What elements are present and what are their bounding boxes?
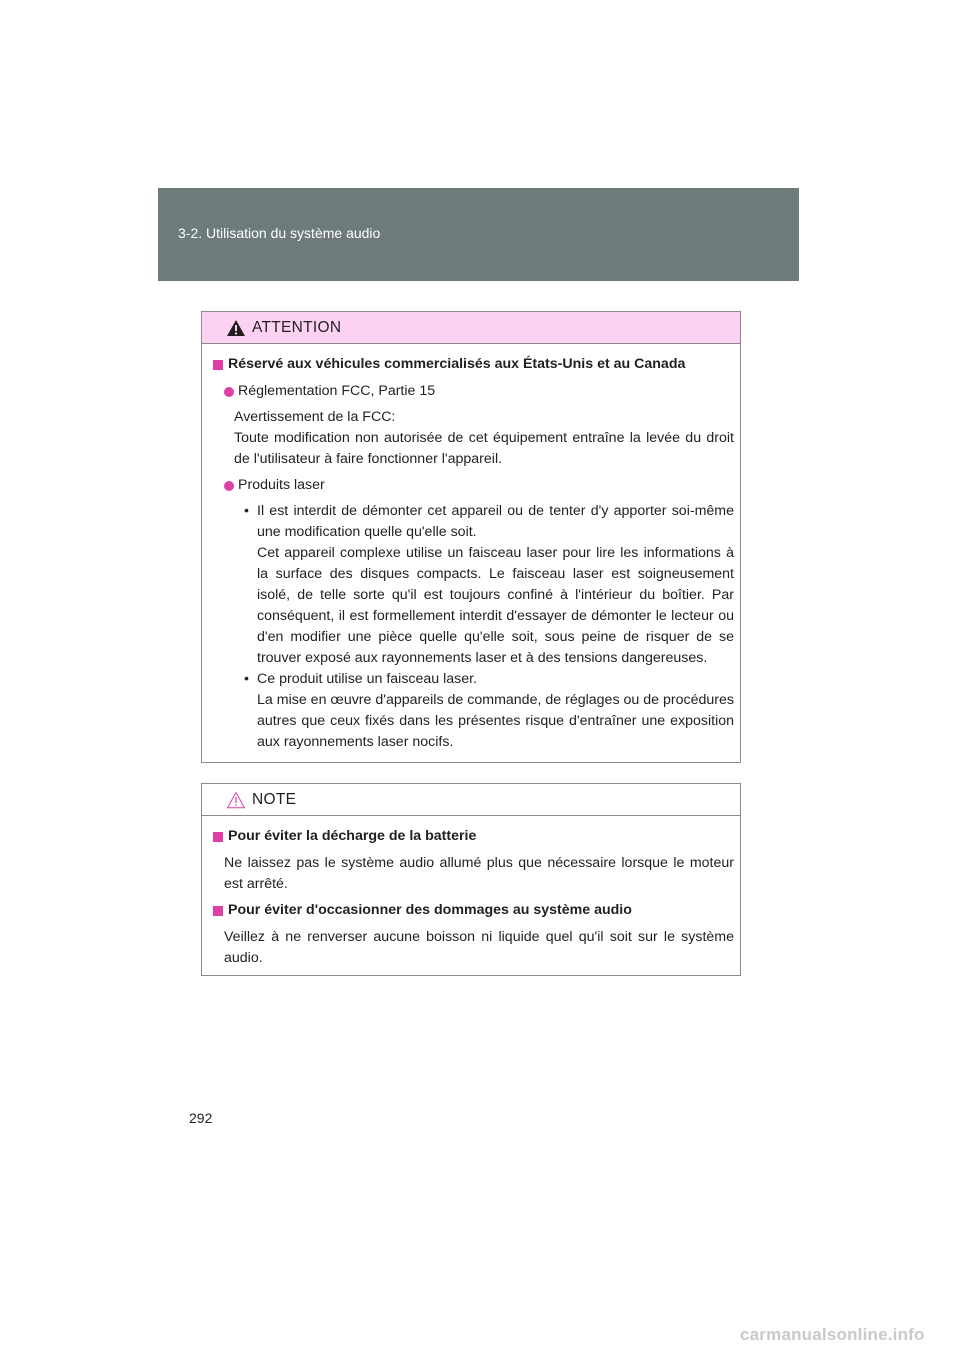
note-text-battery: Ne laissez pas le système audio allumé plus que nécessaire lorsque le moteur est arrêté. <box>224 855 734 892</box>
section-title: 3-2. Utilisation du système audio <box>178 225 381 241</box>
note-box <box>201 783 741 976</box>
watermark: carmanualsonline.info <box>740 1325 925 1344</box>
bullet-fcc: Réglementation FCC, Partie 15 <box>224 381 734 402</box>
square-bullet-icon <box>213 832 223 842</box>
header-band <box>158 188 799 281</box>
list-item: • Il est interdit de démonter cet appareil ou de tenter d'y apporter soi-même une modification quelle qu'elle soit. Cet appareil complexe utilise un faisceau laser pour lire les informations à la surface des disques compacts. Le faisceau laser est soigneusement isolé, de telle sorte qu'il est toujours confiné à l'intérieur du boîtier. Par conséquent, il est formellement interdit d'essayer de démonter le lecteur ou d'en modifier une pièce quelle qu'elle soit, sous peine de risquer de se trouver exposé aux rayonnements laser et à des tensions dangereuses. <box>244 501 734 669</box>
dot-bullet-icon <box>224 387 234 397</box>
note-header <box>202 784 740 816</box>
note-text-damage: Veillez à ne renverser aucune boisson ni liquide quel qu'il soit sur le système audio. <box>224 929 734 966</box>
square-bullet-icon <box>213 906 223 916</box>
note-heading-damage: Pour éviter d'occasionner des dommages au système audio <box>212 900 734 921</box>
fcc-warning-text: Avertissement de la FCC: Toute modification non autorisée de cet équipement entraîne la levée du droit de l'utilisateur à faire fonctionner l'appareil. <box>234 409 734 467</box>
warning-icon <box>226 319 246 337</box>
note-heading-battery: Pour éviter la décharge de la batterie <box>212 826 734 847</box>
caution-icon <box>226 791 246 809</box>
laser-list <box>244 501 734 753</box>
dot-bullet-icon <box>224 481 234 491</box>
attention-heading: Réservé aux véhicules commercialisés aux États-Unis et au Canada <box>212 354 734 375</box>
attention-header <box>202 312 740 344</box>
note-title: NOTE <box>252 790 297 808</box>
page-number: 292 <box>189 1110 213 1126</box>
attention-box <box>201 311 741 763</box>
square-bullet-icon <box>213 360 223 370</box>
list-item: • Ce produit utilise un faisceau laser. La mise en œuvre d'appareils de commande, de réglages ou de procédures autres que ceux fixés dans les présentes risque d'entraîner une exposition aux rayonnements laser nocifs. <box>244 669 734 753</box>
attention-title: ATTENTION <box>252 318 342 336</box>
bullet-laser: Produits laser <box>224 475 734 496</box>
